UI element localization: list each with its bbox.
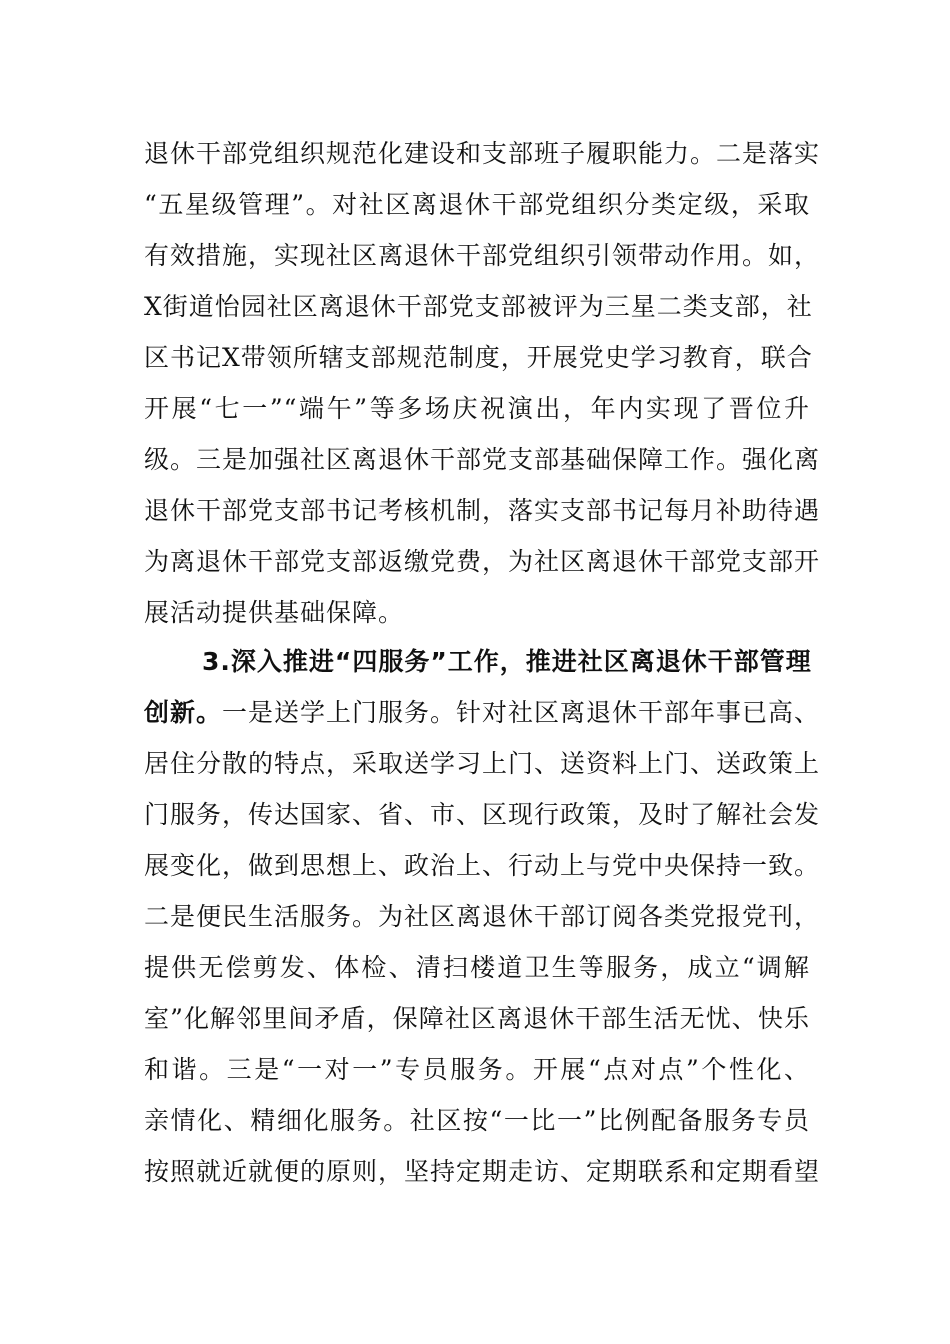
paragraph-line: 展变化，做到思想上、政治上、行动上与党中央保持一致。 [144, 851, 821, 880]
paragraph-line: 室”化解邻里间矛盾，保障社区离退休干部生活无忧、快乐 [144, 1004, 810, 1033]
paragraph-line: 为离退休干部党支部返缴党费，为社区离退休干部党支部开 [144, 547, 821, 576]
paragraph-line: 门服务，传达国家、省、市、区现行政策，及时了解社会发 [144, 800, 821, 829]
paragraph-line: 区书记X带领所辖支部规范制度，开展党史学习教育，联合 [144, 343, 813, 372]
paragraph-line: 开展“七一”“端午”等多场庆祝演出，年内实现了晋位升 [144, 394, 810, 423]
paragraph-line: 二是便民生活服务。为社区离退休干部订阅各类党报党刊， [144, 902, 821, 931]
paragraph-line: 退休干部党支部书记考核机制，落实支部书记每月补助待遇 [144, 496, 821, 525]
paragraph-line: 级。三是加强社区离退休干部党支部基础保障工作。强化离 [144, 445, 821, 474]
paragraph-2 [144, 636, 821, 1197]
paragraph-line: 有效措施，实现社区离退休干部党组织引领带动作用。如， [144, 241, 821, 270]
paragraph-line: 退休干部党组织规范化建设和支部班子履职能力。二是落实 [144, 139, 821, 168]
paragraph-line: 按照就近就便的原则，坚持定期走访、定期联系和定期看望 [144, 1157, 821, 1186]
paragraph-line: 和谐。三是“一对一”专员服务。开展“点对点”个性化、 [144, 1055, 810, 1084]
paragraph-line: “五星级管理”。对社区离退休干部党组织分类定级，采取 [144, 190, 810, 219]
section-heading-end: 创新。 [144, 698, 223, 727]
paragraph-line: 居住分散的特点，采取送学习上门、送资料上门、送政策上 [144, 749, 821, 778]
paragraph-text: 一是送学上门服务。针对社区离退休干部年事已高、 [222, 698, 821, 727]
section-heading: 3.深入推进“四服务”工作，推进社区离退休干部管理 [202, 647, 812, 676]
paragraph-line: 提供无偿剪发、体检、清扫楼道卫生等服务，成立“调解 [144, 953, 810, 982]
paragraph-line [144, 687, 821, 738]
paragraph-1 [144, 128, 821, 638]
paragraph-line: 亲情化、精细化服务。社区按“一比一”比例配备服务专员 [144, 1106, 810, 1135]
paragraph-line: X街道怡园社区离退休干部党支部被评为三星二类支部，社 [144, 292, 813, 321]
paragraph-line: 展活动提供基础保障。 [144, 598, 405, 627]
